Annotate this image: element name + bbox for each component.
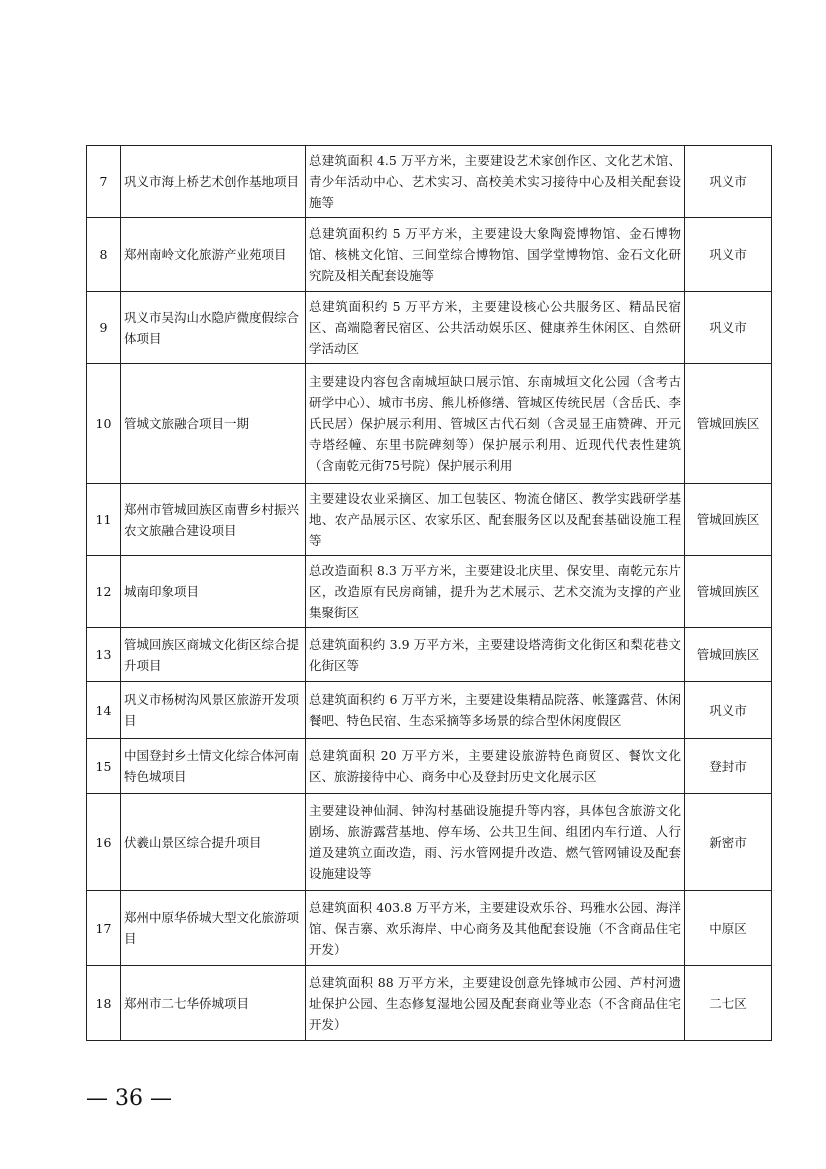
project-name: 郑州南岭文化旅游产业苑项目 xyxy=(121,218,306,292)
project-name: 巩义市杨树沟风景区旅游开发项目 xyxy=(121,682,306,739)
project-location: 巩义市 xyxy=(685,292,772,364)
table-row xyxy=(87,218,772,292)
table-row xyxy=(87,364,772,484)
table-row xyxy=(87,146,772,218)
project-description: 总建筑面积 88 万平方米，主要建设创意先锋城市公园、芦村河遗址保护公园、生态修复湿地公园及配套商业等业态（不含商品住宅开发） xyxy=(306,966,685,1041)
project-location: 新密市 xyxy=(685,794,772,891)
project-description: 总改造面积 8.3 万平方米，主要建设北庆里、保安里、南乾元东片区，改造原有民房商铺，提升为艺术展示、艺术交流为支撑的产业集聚街区 xyxy=(306,556,685,628)
row-number: 17 xyxy=(87,891,121,966)
row-number: 8 xyxy=(87,218,121,292)
project-location: 管城回族区 xyxy=(685,556,772,628)
project-name: 巩义市海上桥艺术创作基地项目 xyxy=(121,146,306,218)
project-name: 郑州市管城回族区南曹乡村振兴农文旅融合建设项目 xyxy=(121,484,306,556)
table-row xyxy=(87,891,772,966)
project-location: 二七区 xyxy=(685,966,772,1041)
project-location: 巩义市 xyxy=(685,682,772,739)
project-location: 管城回族区 xyxy=(685,364,772,484)
table-row xyxy=(87,628,772,682)
project-description: 总建筑面积 4.5 万平方米，主要建设艺术家创作区、文化艺术馆、青少年活动中心、艺术实习、高校美术实习接待中心及相关配套设施等 xyxy=(306,146,685,218)
row-number: 14 xyxy=(87,682,121,739)
project-location: 管城回族区 xyxy=(685,628,772,682)
project-description: 总建筑面积约 3.9 万平方米，主要建设塔湾街文化街区和梨花巷文化街区等 xyxy=(306,628,685,682)
row-number: 11 xyxy=(87,484,121,556)
project-name: 伏羲山景区综合提升项目 xyxy=(121,794,306,891)
table-row xyxy=(87,292,772,364)
project-description: 主要建设神仙洞、钟沟村基础设施提升等内容，具体包含旅游文化剧场、旅游露营基地、停车场、公共卫生间、组团内车行道、人行道及建筑立面改造，雨、污水管网提升改造、燃气管网铺设及配套设施建设等 xyxy=(306,794,685,891)
project-location: 中原区 xyxy=(685,891,772,966)
project-description: 总建筑面积 20 万平方米，主要建设旅游特色商贸区、餐饮文化区、旅游接待中心、商务中心及登封历史文化展示区 xyxy=(306,739,685,794)
row-number: 10 xyxy=(87,364,121,484)
page-number: — 36 — xyxy=(86,1086,172,1111)
project-location: 巩义市 xyxy=(685,146,772,218)
project-name: 管城回族区商城文化街区综合提升项目 xyxy=(121,628,306,682)
project-table xyxy=(86,145,772,1041)
project-description: 总建筑面积约 5 万平方米，主要建设大象陶瓷博物馆、金石博物馆、核桃文化馆、三间堂综合博物馆、国学堂博物馆、金石文化研究院及相关配套设施等 xyxy=(306,218,685,292)
row-number: 13 xyxy=(87,628,121,682)
project-name: 郑州市二七华侨城项目 xyxy=(121,966,306,1041)
project-description: 主要建设内容包含南城垣缺口展示馆、东南城垣文化公园（含考古研学中心）、城市书房、熊儿桥修缮、管城区传统民居（含岳氏、李氏民居）保护展示利用、管城区古代石刻（含灵显王庙赞碑、开元寺塔经幢、东里书院碑刻等）保护展示利用、近现代代表性建筑（含南乾元街75号院）保护展示利用 xyxy=(306,364,685,484)
table-row xyxy=(87,966,772,1041)
row-number: 7 xyxy=(87,146,121,218)
project-description: 主要建设农业采摘区、加工包装区、物流仓储区、教学实践研学基地、农产品展示区、农家乐区、配套服务区以及配套基础设施工程等 xyxy=(306,484,685,556)
project-table-body xyxy=(87,146,772,1041)
project-location: 登封市 xyxy=(685,739,772,794)
project-location: 巩义市 xyxy=(685,218,772,292)
row-number: 15 xyxy=(87,739,121,794)
row-number: 12 xyxy=(87,556,121,628)
project-description: 总建筑面积约 6 万平方米，主要建设集精品院落、帐篷露营、休闲餐吧、特色民宿、生态采摘等多场景的综合型休闲度假区 xyxy=(306,682,685,739)
project-name: 郑州中原华侨城大型文化旅游项目 xyxy=(121,891,306,966)
project-description: 总建筑面积 403.8 万平方米，主要建设欢乐谷、玛雅水公园、海洋馆、保吉寨、欢乐海岸、中心商务及其他配套设施（不含商品住宅开发） xyxy=(306,891,685,966)
project-name: 巩义市吴沟山水隐庐微度假综合体项目 xyxy=(121,292,306,364)
project-location: 管城回族区 xyxy=(685,484,772,556)
table-row xyxy=(87,739,772,794)
table-row xyxy=(87,682,772,739)
project-description: 总建筑面积约 5 万平方米，主要建设核心公共服务区、精品民宿区、高端隐奢民宿区、公共活动娱乐区、健康养生休闲区、自然研学活动区 xyxy=(306,292,685,364)
row-number: 18 xyxy=(87,966,121,1041)
project-name: 城南印象项目 xyxy=(121,556,306,628)
table-row xyxy=(87,556,772,628)
row-number: 9 xyxy=(87,292,121,364)
row-number: 16 xyxy=(87,794,121,891)
project-name: 中国登封乡土情文化综合体河南特色城项目 xyxy=(121,739,306,794)
table-row xyxy=(87,484,772,556)
project-name: 管城文旅融合项目一期 xyxy=(121,364,306,484)
table-row xyxy=(87,794,772,891)
